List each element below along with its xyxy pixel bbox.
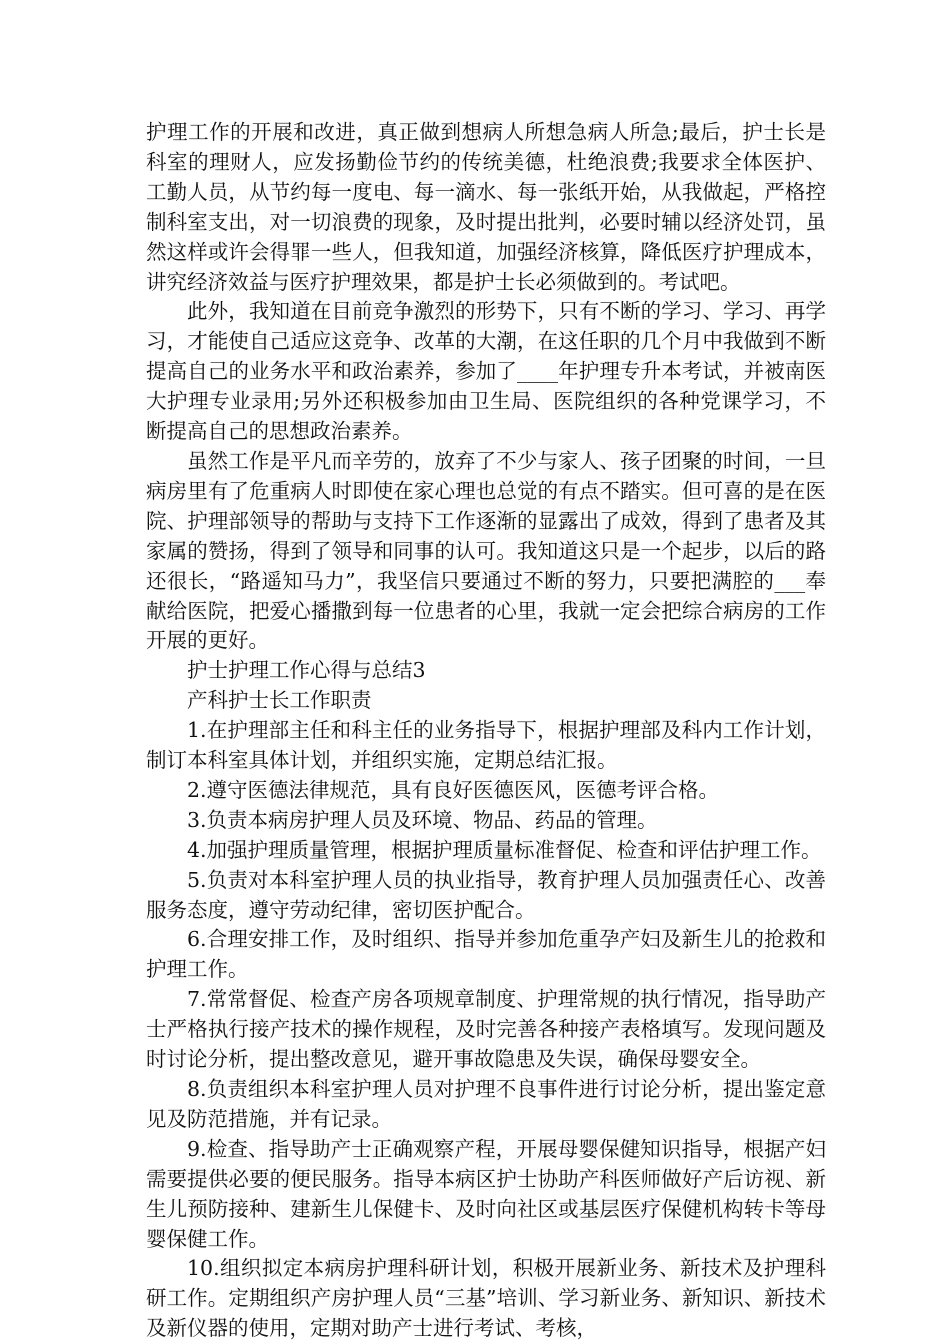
duty-item-6: 6.合理安排工作，及时组织、指导并参加危重孕产妇及新生儿的抢救和护理工作。 [146, 927, 826, 982]
section-heading: 护士护理工作心得与总结3 [187, 658, 426, 683]
duty-item-3: 3.负责本病房护理人员及环境、物品、药品的管理。 [187, 807, 658, 832]
paragraph-further-study: 此外，我知道在目前竞争激烈的形势下，只有不断的学习、学习、再学习，才能使自己适应这竞争、改革的大潮，在这任职的几个月中我做到不断提高自己的业务水平和政治素养，参加了____年护理专升本考试，并被南医大护理专业录用;另外还积极参加由卫生局、医院组织的各种党课学习，不断提高自己的思想政治素养。 [146, 299, 826, 444]
paragraph-continuation: 护理工作的开展和改进，真正做到想病人所想急病人所急;最后，护士长是科室的理财人，应发扬勤俭节约的传统美德，杜绝浪费;我要求全体医护、工勤人员，从节约每一度电、每一滴水、每一张纸开始，从我做起，严格控制科室支出，对一切浪费的现象，及时提出批判，必要时辅以经济处罚，虽然这样或许会得罪一些人，但我知道，加强经济核算，降低医疗护理成本，讲究经济效益与医疗护理效果，都是护士长必须做到的。考试吧。 [146, 120, 826, 294]
duty-item-2: 2.遵守医德法律规范，具有良好医德医风，医德考评合格。 [187, 777, 720, 802]
duty-item-9: 9.检查、指导助产士正确观察产程，开展母婴保健知识指导，根据产妇需要提供必要的便民服务。指导本病区护士协助产科医师做好产后访视、新生儿预防接种、建新生儿保健卡、及时向社区或基层医疗保健机构转卡等母婴保健工作。 [146, 1136, 826, 1251]
duty-item-1: 1.在护理部主任和科主任的业务指导下，根据护理部及科内工作计划，制订本科室具体计划，并组织实施，定期总结汇报。 [146, 718, 826, 773]
duty-item-7: 7.常常督促、检查产房各项规章制度、护理常规的执行情况，指导助产士严格执行接产技术的操作规程，及时完善各种接产表格填写。发现问题及时讨论分析，提出整改意见，避开事故隐患及失误，确保母婴安全。 [146, 987, 826, 1072]
duty-item-4: 4.加强护理质量管理，根据护理质量标准督促、检查和评估护理工作。 [187, 837, 822, 862]
duty-item-8: 8.负责组织本科室护理人员对护理不良事件进行讨论分析，提出鉴定意见及防范措施，并有记录。 [146, 1077, 826, 1131]
document-page [146, 118, 826, 1344]
duty-item-5: 5.负责对本科室护理人员的执业指导，教育护理人员加强责任心、改善服务态度，遵守劳动纪律，密切医护配合。 [146, 867, 826, 922]
duty-item-10: 10.组织拟定本病房护理科研计划，积极开展新业务、新技术及护理科研工作。定期组织产房护理人员“三基”培训、学习新业务、新知识、新技术及新仪器的使用，定期对助产士进行考试、考核， [146, 1256, 826, 1341]
paragraph-dedication: 虽然工作是平凡而辛劳的，放弃了不少与家人、孩子团聚的时间，一旦病房里有了危重病人时即使在家心理也总觉的有点不踏实。但可喜的是在医院、护理部领导的帮助与支持下工作逐渐的显露出了成效，得到了患者及其家属的赞扬，得到了领导和同事的认可。我知道这只是一个起步，以后的路还很长，“路遥知马力”，我坚信只要通过不断的努力，只要把满腔的___奉献给医院，把爱心播撒到每一位患者的心里，我就一定会把综合病房的工作开展的更好。 [146, 448, 826, 653]
section-subheading: 产科护士长工作职责 [187, 688, 372, 713]
